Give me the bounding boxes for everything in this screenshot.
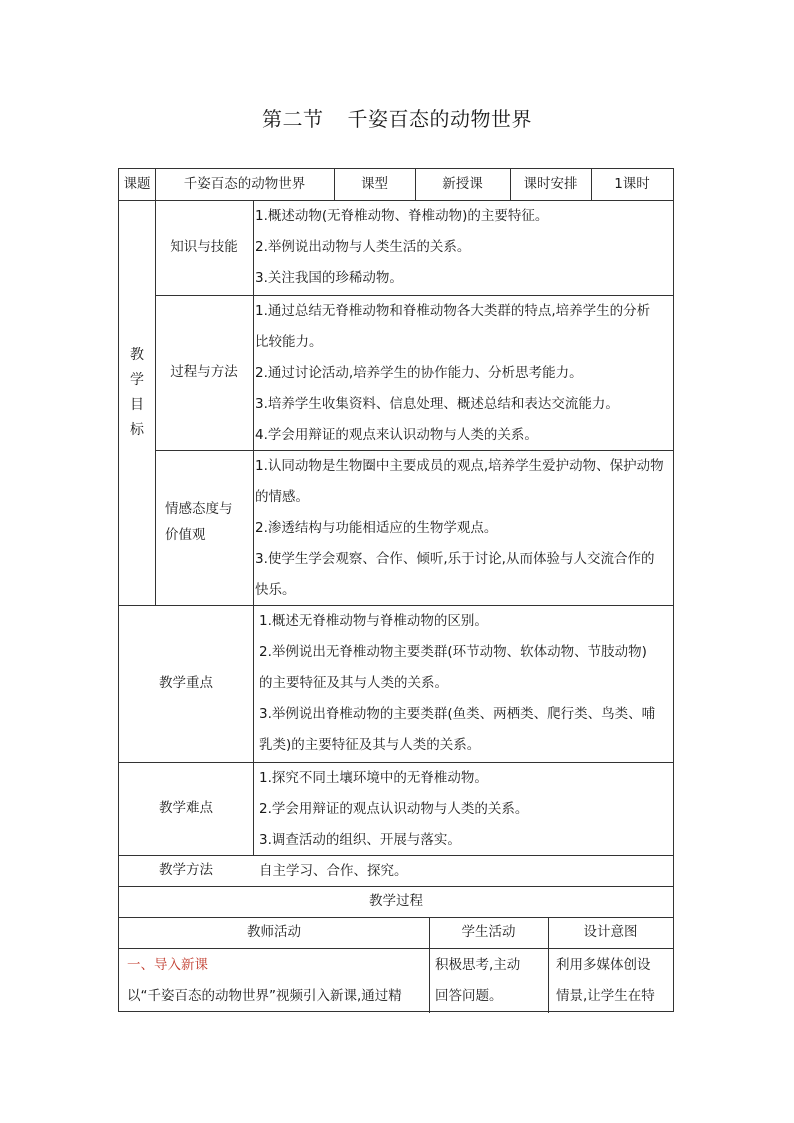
header-label-hours: 课时安排 (523, 176, 578, 193)
process-method-content (255, 296, 650, 451)
teaching-goals-label: 教 学 目 标 (130, 347, 144, 438)
list-item: 1.认同动物是生物圈中主要成员的观点,培养学生爱护动物、保护动物 (255, 458, 664, 474)
teaching-method-label: 教学方法 (159, 862, 213, 879)
teacher-activity-content (127, 950, 402, 1012)
list-item: 2.举例说出无脊椎动物主要类群(环节动物、软体动物、节肢动物) (259, 644, 647, 660)
column-student-activity: 学生活动 (461, 924, 516, 941)
teaching-difficulty-content (259, 763, 528, 856)
list-item: 2.通过讨论活动,培养学生的协作能力、分析思考能力。 (255, 365, 583, 381)
header-value-hours: 1课时 (614, 176, 650, 193)
page-title (0, 103, 794, 132)
header-label-type: 课型 (361, 176, 388, 193)
list-item: 2.学会用辩证的观点认识动物与人类的关系。 (259, 801, 529, 817)
list-item: 的情感。 (255, 489, 309, 505)
section-number: 第二节 (262, 107, 324, 131)
teaching-process-heading: 教学过程 (369, 893, 423, 910)
knowledge-skills-label: 知识与技能 (170, 239, 238, 256)
list-item: 利用多媒体创设 (556, 957, 651, 973)
list-item: 4.学会用辩证的观点来认识动物与人类的关系。 (255, 427, 538, 443)
teaching-difficulty-label: 教学难点 (159, 800, 213, 817)
list-item: 3.举例说出脊椎动物的主要类群(鱼类、两栖类、爬行类、鸟类、哺 (259, 706, 656, 722)
list-item: 2.渗透结构与功能相适应的生物学观点。 (255, 520, 498, 536)
intro-heading: 一、导入新课 (127, 957, 208, 973)
list-item: 1.概述动物(无脊椎动物、脊椎动物)的主要特征。 (255, 208, 549, 224)
design-intent-content (556, 950, 655, 1012)
list-item: 1.通过总结无脊椎动物和脊椎动物各大类群的特点,培养学生的分析 (255, 303, 651, 319)
list-item: 情景,让学生在特 (556, 988, 655, 1004)
list-item: 2.举例说出动物与人类生活的关系。 (255, 239, 471, 255)
list-item: 快乐。 (255, 582, 296, 598)
knowledge-skills-content (255, 201, 548, 294)
list-item: 3.使学生学会观察、合作、倾听,乐于讨论,从而体验与人交流合作的 (255, 551, 655, 567)
list-item: 回答问题。 (435, 988, 503, 1004)
emotion-values-content (255, 451, 664, 606)
column-teacher-activity: 教师活动 (247, 924, 301, 941)
lesson-plan-table (118, 168, 674, 1012)
emotion-values-label: 情感态度与 价值观 (165, 501, 233, 543)
list-item: 1.概述无脊椎动物与脊椎动物的区别。 (259, 613, 488, 629)
header-value-type: 新授课 (442, 176, 483, 193)
column-design-intent: 设计意图 (583, 924, 638, 941)
teaching-focus-label: 教学重点 (159, 675, 213, 692)
teaching-focus-content (259, 606, 655, 761)
section-title: 千姿百态的动物世界 (347, 107, 532, 131)
list-item: 乳类)的主要特征及其与人类的关系。 (259, 737, 481, 753)
header-label-topic: 课题 (123, 176, 151, 193)
list-item: 积极思考,主动 (435, 957, 521, 973)
list-item: 的主要特征及其与人类的关系。 (259, 675, 448, 691)
list-item: 1.探究不同土壤环境中的无脊椎动物。 (259, 770, 488, 786)
list-item: 3.培养学生收集资料、信息处理、概述总结和表达交流能力。 (255, 396, 619, 412)
list-item: 3.调查活动的组织、开展与落实。 (259, 832, 461, 848)
list-item: 比较能力。 (255, 334, 323, 350)
list-item: 3.关注我国的珍稀动物。 (255, 270, 403, 286)
header-value-topic: 千姿百态的动物世界 (183, 176, 306, 193)
teacher-activity-text: 以“千姿百态的动物世界”视频引入新课,通过精 (127, 988, 402, 1004)
process-method-label: 过程与方法 (170, 364, 238, 381)
student-activity-content (435, 950, 520, 1012)
teaching-method-value: 自主学习、合作、探究。 (259, 863, 408, 879)
